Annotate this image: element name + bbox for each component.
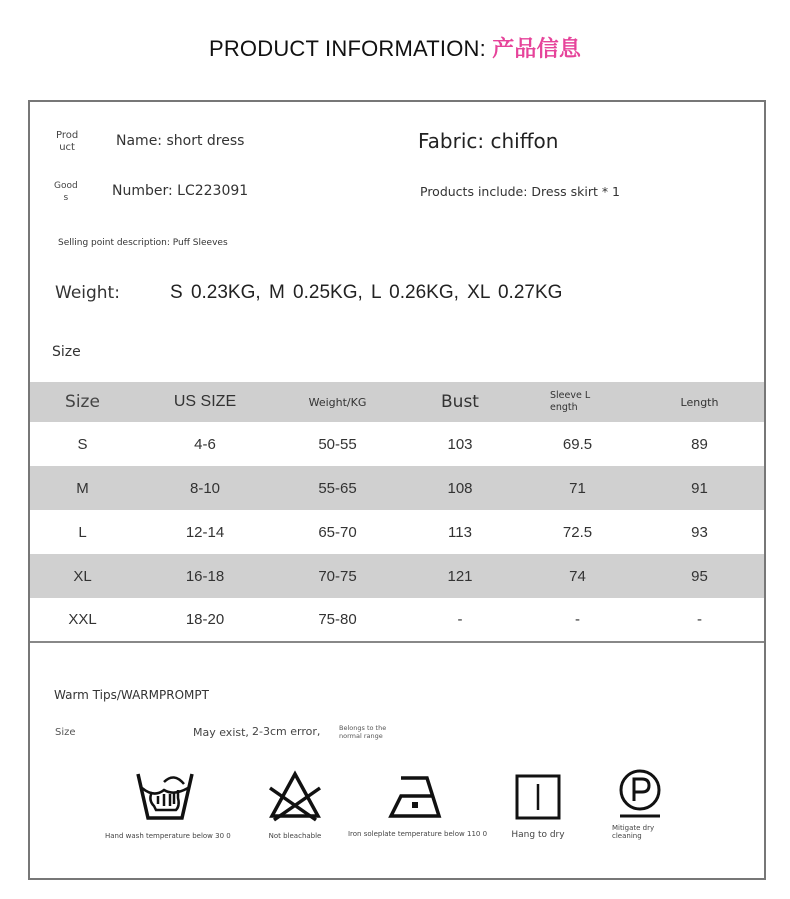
cell-bust: 108 (447, 479, 473, 497)
cell-sleeve: 72.5 (562, 523, 593, 541)
care-hand-wash (105, 770, 231, 840)
tips-error: 2-3cm error, (252, 725, 321, 738)
hand-wash-icon (134, 770, 196, 822)
page-title (0, 32, 790, 63)
cell-bust: - (400, 598, 520, 642)
table-header-row (30, 382, 764, 422)
header-weight: Weight/KG (308, 395, 367, 409)
warm-tips-title: Warm Tips/WARMPROMPT (54, 688, 209, 702)
cell-us-size: 18-20 (135, 598, 275, 642)
size-chart-table (30, 382, 764, 643)
weight-label: Weight: (55, 283, 120, 303)
cell-us-size: 8-10 (189, 479, 221, 497)
table-row (30, 598, 764, 642)
cell-length: 91 (691, 479, 708, 497)
goods-number-prefix: Good s (54, 181, 78, 203)
care-hang-dry (498, 774, 578, 840)
dry-clean-p-icon (615, 768, 665, 820)
cell-bust: 121 (447, 567, 473, 585)
table-row (30, 554, 764, 598)
cell-sleeve: 71 (569, 479, 586, 497)
table-row (30, 510, 764, 554)
header-us-size: US SIZE (173, 393, 237, 410)
cell-weight: 75-80 (275, 598, 400, 642)
care-label: Mitigate dry cleaning (612, 824, 655, 840)
cell-bust: 103 (447, 435, 473, 453)
care-iron (345, 774, 490, 838)
cell-length: 95 (691, 567, 708, 585)
products-include: Products include: Dress skirt * 1 (420, 184, 621, 199)
cell-length: 93 (691, 523, 708, 541)
cell-length: - (635, 598, 764, 642)
cell-sleeve: 74 (569, 567, 586, 585)
cell-length: 89 (691, 435, 708, 453)
iron-low-icon (387, 774, 449, 820)
cell-size: S (77, 435, 88, 453)
cell-weight: 50-55 (318, 435, 357, 453)
cell-size: L (78, 523, 87, 541)
header-sleeve-length: Sleeve L ength (550, 390, 591, 413)
fabric: Fabric: chiffon (418, 129, 559, 153)
cell-size: XXL (30, 598, 135, 642)
cell-size: M (76, 479, 89, 497)
care-no-bleach (245, 770, 345, 840)
cell-sleeve: 69.5 (562, 435, 593, 453)
header-size: Size (65, 392, 100, 412)
product-info-panel (28, 100, 766, 880)
cell-us-size: 4-6 (194, 435, 216, 453)
care-dry-clean (600, 768, 680, 840)
cell-weight: 55-65 (318, 479, 357, 497)
header-length: Length (680, 395, 719, 409)
care-label: Hang to dry (511, 830, 565, 840)
title-english: PRODUCT INFORMATION: (208, 36, 493, 61)
size-section-label: Size (52, 344, 81, 360)
cell-us-size: 16-18 (185, 567, 225, 585)
table-row (30, 422, 764, 466)
product-name: Name: short dress (116, 133, 245, 149)
selling-point: Selling point description: Puff Sleeves (58, 238, 228, 248)
tips-may-exist: May exist, (193, 726, 249, 739)
cell-weight: 70-75 (318, 567, 357, 585)
goods-number: Number: LC223091 (112, 183, 249, 199)
header-bust: Bust (441, 392, 479, 412)
hang-dry-icon (515, 774, 561, 820)
table-row (30, 466, 764, 510)
cell-weight: 65-70 (318, 523, 357, 541)
care-label: Iron soleplate temperature below 110 0 (347, 830, 488, 838)
cell-size: XL (73, 567, 92, 585)
tips-size-label: Size (55, 727, 76, 738)
title-chinese: 产品信息 (492, 36, 582, 61)
weight-values: S 0.23KG, M 0.25KG, L 0.26KG, XL 0.27KG (170, 282, 563, 303)
product-name-prefix: Prod uct (56, 130, 79, 153)
care-label: Not bleachable (268, 832, 322, 840)
care-label: Hand wash temperature below 30 0 (105, 832, 231, 840)
no-bleach-icon (266, 770, 324, 822)
cell-us-size: 12-14 (185, 523, 225, 541)
tips-normal-range: Belongs to the normal range (339, 724, 387, 740)
cell-sleeve: - (520, 598, 635, 642)
cell-bust: 113 (448, 523, 472, 541)
